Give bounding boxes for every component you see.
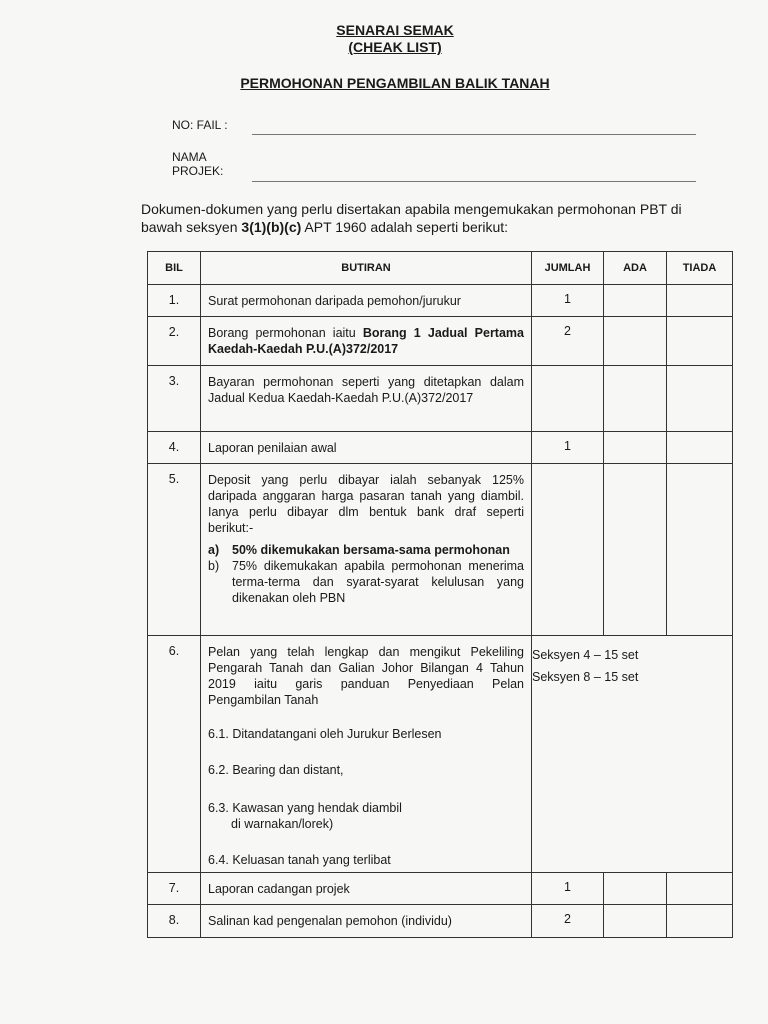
- ada-checkbox-cell[interactable]: [604, 905, 667, 938]
- pelan-item-4: 6.4. Keluasan tanah yang terlibat: [208, 853, 391, 867]
- intro-paragraph: [141, 200, 701, 236]
- tiada-checkbox-cell[interactable]: [667, 873, 733, 905]
- pelan-item-3: 6.3. Kawasan yang hendak diambil: [208, 801, 402, 815]
- jumlah-cell: 1: [532, 285, 604, 317]
- tiada-checkbox-cell[interactable]: [667, 366, 733, 432]
- table-header-row: [148, 252, 733, 285]
- bil-cell: 4.: [148, 432, 201, 464]
- bil-cell: 5.: [148, 464, 201, 636]
- bil-cell: 3.: [148, 366, 201, 432]
- tiada-checkbox-cell[interactable]: [667, 285, 733, 317]
- doc-subtitle: PERMOHONAN PENGAMBILAN BALIK TANAH: [240, 75, 550, 91]
- nama-label: NAMA: [172, 150, 207, 164]
- doc-title-sub: (CHEAK LIST): [348, 39, 442, 55]
- option-b-text: 75% dikemukakan apabila permohonan menerima terma-terma dan syarat-syarat kelulusan yang dikenakan oleh PBN: [232, 559, 524, 605]
- bil-cell: 2.: [148, 317, 201, 366]
- ada-checkbox-cell[interactable]: [604, 285, 667, 317]
- deposit-text: Deposit yang perlu dibayar ialah sebanyak 125% daripada anggaran harga pasaran tanah yang diambil. Ianya perlu dibayar dlm bentuk bank draf seperti berikut:-: [208, 473, 524, 535]
- butiran-cell: Laporan penilaian awal: [201, 432, 532, 464]
- seksyen-cell: [532, 636, 733, 873]
- header-tiada: TIADA: [667, 252, 733, 285]
- table-row: [148, 366, 733, 432]
- tiada-checkbox-cell[interactable]: [667, 905, 733, 938]
- table-row: [148, 905, 733, 938]
- jumlah-cell: 1: [532, 873, 604, 905]
- table-row: [148, 464, 733, 636]
- option-b-key: b): [208, 559, 220, 573]
- pelan-item-1: 6.1. Ditandatangani oleh Jurukur Berlesen: [208, 727, 442, 741]
- table-row: [148, 432, 733, 464]
- butiran-cell: Surat permohonan daripada pemohon/jurukur: [201, 285, 532, 317]
- projek-label: PROJEK:: [172, 164, 224, 178]
- jumlah-cell: [532, 464, 604, 636]
- header-butiran: BUTIRAN: [201, 252, 532, 285]
- ada-checkbox-cell[interactable]: [604, 432, 667, 464]
- butiran-text: Borang permohonan iaitu: [208, 326, 363, 340]
- pelan-text: Pelan yang telah lengkap dan mengikut Pekeliling Pengarah Tanah dan Galian Johor Bilangan 4 Tahun 2019 iaitu garis panduan Penyediaan Pelan Pengambilan Tanah: [208, 645, 524, 707]
- butiran-cell: [201, 464, 532, 636]
- tiada-checkbox-cell[interactable]: [667, 317, 733, 366]
- table-row: [148, 636, 733, 873]
- table-row: [148, 285, 733, 317]
- deposit-option-a: [208, 542, 524, 558]
- butiran-cell: [201, 636, 532, 873]
- pelan-item-3-cont: di warnakan/lorek): [231, 817, 334, 831]
- jumlah-cell: [532, 366, 604, 432]
- no-fail-label: NO: FAIL :: [172, 118, 228, 132]
- seksyen-4: Seksyen 4 – 15 set: [532, 648, 639, 662]
- jumlah-cell: 2: [532, 905, 604, 938]
- no-fail-line[interactable]: [252, 134, 696, 135]
- bil-cell: 1.: [148, 285, 201, 317]
- bil-cell: 6.: [148, 636, 201, 873]
- deposit-option-b: [208, 558, 524, 606]
- butiran-bold-text: Borang 1 Jadual Pertama Kaedah-Kaedah P.U.(A)372/2017: [208, 326, 524, 356]
- butiran-cell: Laporan cadangan projek: [201, 873, 532, 905]
- pelan-item-2: 6.2. Bearing dan distant,: [208, 763, 344, 777]
- tiada-checkbox-cell[interactable]: [667, 464, 733, 636]
- jumlah-cell: 1: [532, 432, 604, 464]
- header-bil: BIL: [148, 252, 201, 285]
- butiran-cell: [201, 317, 532, 366]
- intro-section-ref: 3(1)(b)(c): [241, 219, 302, 235]
- intro-text-1: Dokumen-dokumen yang perlu disertakan apabila mengemukakan permohonan PBT di bawah seksyen: [141, 201, 682, 235]
- seksyen-8: Seksyen 8 – 15 set: [532, 670, 639, 684]
- ada-checkbox-cell[interactable]: [604, 317, 667, 366]
- ada-checkbox-cell[interactable]: [604, 873, 667, 905]
- tiada-checkbox-cell[interactable]: [667, 432, 733, 464]
- doc-title: SENARAI SEMAK: [336, 22, 454, 38]
- header-ada: ADA: [604, 252, 667, 285]
- ada-checkbox-cell[interactable]: [604, 464, 667, 636]
- header-jumlah: JUMLAH: [532, 252, 604, 285]
- option-a-key: a): [208, 543, 220, 557]
- bil-cell: 7.: [148, 873, 201, 905]
- table-row: [148, 873, 733, 905]
- option-a-text: 50% dikemukakan bersama-sama permohonan: [232, 543, 510, 557]
- butiran-cell: Salinan kad pengenalan pemohon (individu): [201, 905, 532, 938]
- butiran-cell: Bayaran permohonan seperti yang ditetapkan dalam Jadual Kedua Kaedah-Kaedah P.U.(A)372/2017: [201, 366, 532, 432]
- intro-text-2: APT 1960 adalah seperti berikut:: [301, 219, 509, 235]
- ada-checkbox-cell[interactable]: [604, 366, 667, 432]
- table-row: [148, 317, 733, 366]
- checklist-table: [147, 251, 733, 938]
- jumlah-cell: 2: [532, 317, 604, 366]
- nama-projek-line[interactable]: [252, 181, 696, 182]
- bil-cell: 8.: [148, 905, 201, 938]
